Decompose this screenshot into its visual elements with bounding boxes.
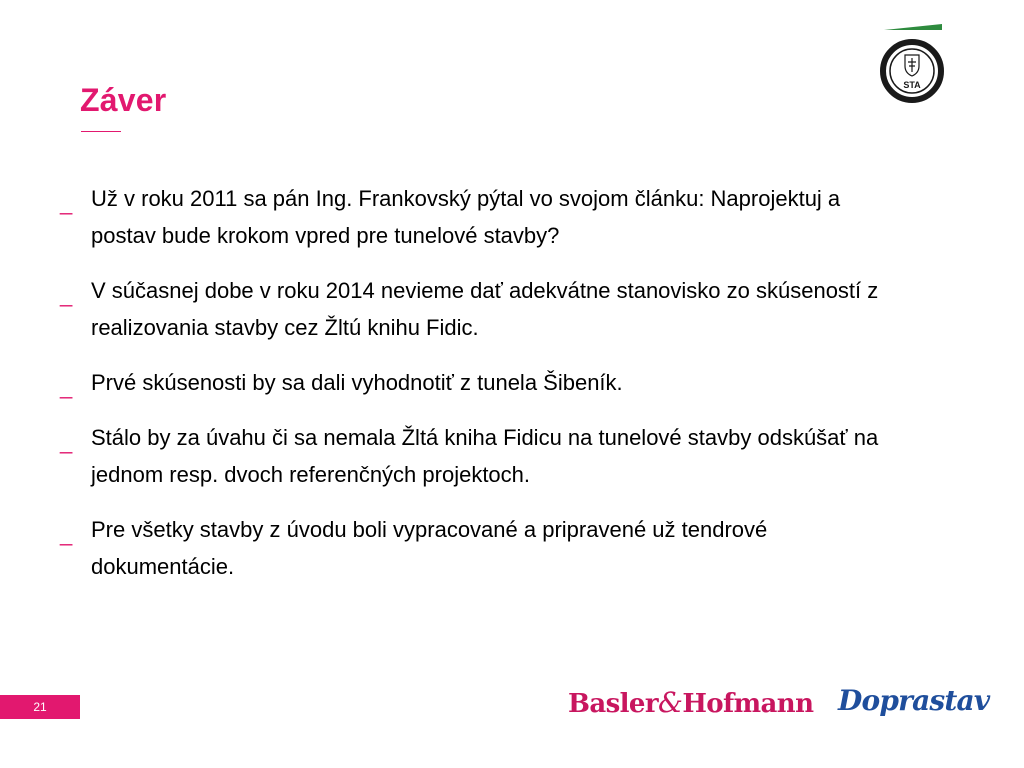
- basler-logo-ampersand: &: [657, 686, 683, 719]
- bullet-text: Pre všetky stavby z úvodu boli vypracované a pripravené už tendrové dokumentácie.: [91, 517, 768, 579]
- bullet-text: V súčasnej dobe v roku 2014 nevieme dať adekvátne stanovisko zo skúseností z realizovania stavby cez Žltú knihu Fidic.: [91, 278, 879, 340]
- page-number-badge: [0, 695, 80, 719]
- list-item: [60, 180, 920, 254]
- bullet-marker: _: [60, 374, 73, 399]
- bullet-text: Stálo by za úvahu či sa nemala Žltá kniha Fidicu na tunelové stavby odskúšať na jednom resp. dvoch referenčných projektoch.: [91, 425, 879, 487]
- title-underline: [81, 131, 121, 132]
- list-item: [60, 419, 920, 493]
- basler-hofmann-logo: [568, 686, 813, 719]
- list-item: [60, 511, 920, 585]
- doprastav-logo: Doprastav: [838, 684, 990, 717]
- bullet-text: Prvé skúsenosti by sa dali vyhodnotiť z tunela Šibeník.: [91, 370, 623, 395]
- bullet-marker: _: [60, 521, 73, 546]
- page-number: 21: [33, 700, 47, 714]
- list-item: [60, 364, 920, 401]
- page-title: Záver: [80, 82, 167, 118]
- sta-green-stripe: [884, 24, 942, 30]
- bullet-text: Už v roku 2011 sa pán Ing. Frankovský pýtal vo svojom článku: Naprojektuj a postav bude krokom vpred pre tunelové stavby?: [91, 186, 841, 248]
- sta-logo-text: STA: [903, 80, 921, 90]
- bullet-marker: _: [60, 282, 73, 307]
- basler-logo-part2: Hofmann: [682, 689, 814, 719]
- bullet-marker: _: [60, 429, 73, 454]
- sta-logo-icon: [878, 22, 946, 106]
- list-item: [60, 272, 920, 346]
- bullet-list: [60, 180, 920, 603]
- basler-logo-part1: Basler: [568, 689, 658, 719]
- bullet-marker: _: [60, 190, 73, 215]
